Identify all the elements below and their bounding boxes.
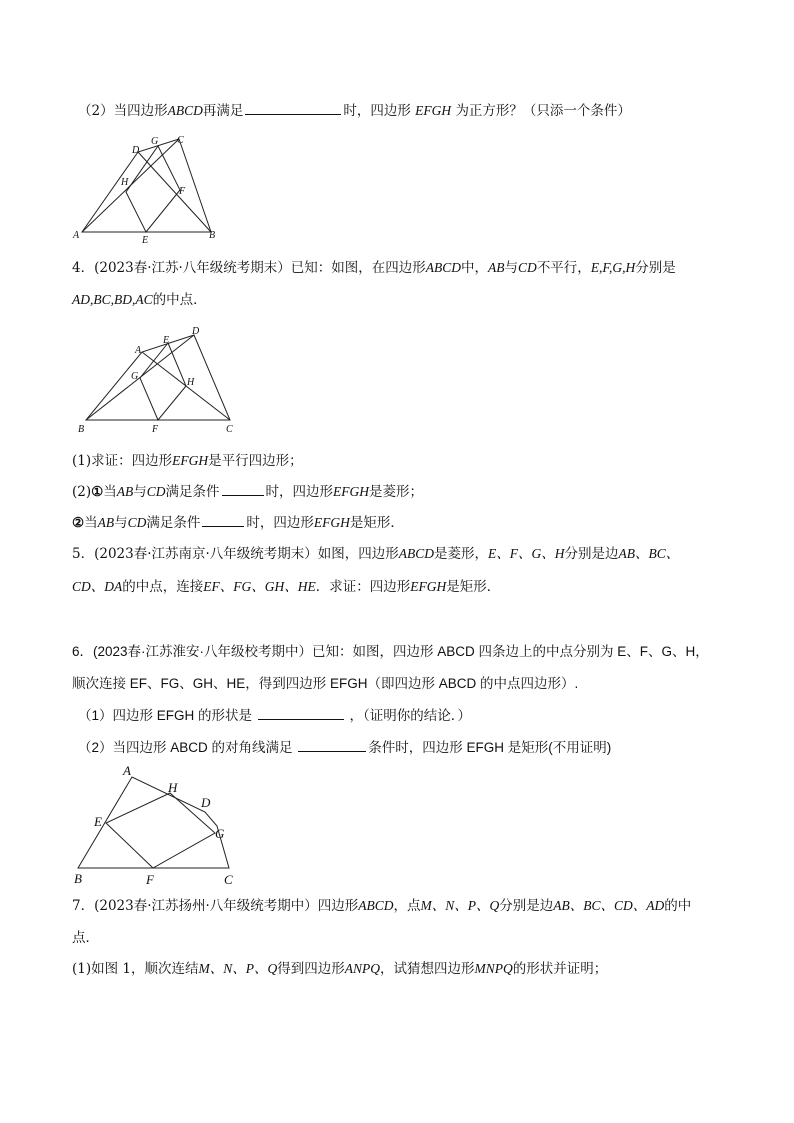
answer-blank[interactable]: [202, 513, 244, 527]
text: 分别是: [635, 260, 676, 276]
label-c: C: [224, 872, 233, 887]
q7-line1: [72, 896, 691, 916]
text: ABCD: [167, 103, 203, 118]
q7-line2: [72, 928, 99, 948]
text: 满足条件: [146, 515, 201, 531]
text: CD: [146, 484, 166, 499]
circled-number: ①: [91, 484, 104, 500]
text: ，（证明你的结论．）: [349, 708, 472, 723]
label-f: F: [146, 872, 154, 887]
quad-egfh: [140, 343, 186, 420]
text: (2): [72, 484, 92, 500]
text: AB: [97, 515, 115, 530]
text: AB: [488, 260, 505, 275]
text: （2）当四边形: [78, 103, 168, 119]
label-a: A: [73, 230, 80, 241]
text: CD: [518, 260, 537, 275]
label-b: B: [209, 230, 216, 241]
text: 分别是边: [499, 898, 554, 914]
text: AB: [116, 484, 134, 499]
label-f: F: [152, 424, 159, 435]
figure-q3: [70, 132, 230, 247]
label-h: H: [121, 177, 129, 188]
text: 7．(2023春·江苏扬州·八年级统考期中）四边形: [72, 898, 359, 914]
quad-abcd: [86, 335, 230, 420]
text: 是菱形，: [434, 546, 489, 562]
label-h: H: [187, 377, 195, 388]
q4-part2b: [72, 513, 404, 533]
q3-part2: [78, 101, 631, 121]
text: 与: [133, 484, 147, 500]
text: ．求证：四边形: [315, 579, 411, 595]
text: AB、BC、CD、AD: [553, 898, 665, 913]
text: 满足条件: [165, 484, 220, 500]
text: 当: [84, 515, 98, 531]
text: M、N、P、Q: [198, 961, 278, 976]
q6-line1: [72, 642, 709, 662]
text: ABCD: [425, 260, 462, 275]
text: （2）当四边形 ABCD 的对角线满足: [78, 740, 293, 755]
text: E,F,G,H: [590, 260, 636, 275]
text: 当: [103, 484, 117, 500]
answer-blank[interactable]: [298, 738, 366, 752]
text: 6．(2023春·江苏淮安·八年级校考期中）已知：如图，四边形 ABCD 四条边上的中点分别为 E、F、G、H，: [72, 644, 709, 659]
text: (1)如图 1，顺次连结: [72, 961, 199, 977]
text: 是菱形；: [369, 484, 423, 500]
text: ABCD: [358, 898, 394, 913]
quad-abcd: [82, 139, 211, 232]
answer-blank[interactable]: [222, 482, 264, 496]
text: 不平行，: [536, 260, 591, 276]
text: CD: [127, 515, 147, 530]
label-a: A: [135, 345, 142, 356]
text: MNPQ: [474, 961, 513, 976]
text: EFGH: [415, 103, 452, 118]
answer-blank[interactable]: [258, 706, 344, 720]
text: M、N、P、Q: [420, 898, 500, 913]
label-d: D: [201, 795, 211, 810]
text: 得到四边形: [277, 961, 345, 977]
label-h: H: [168, 780, 178, 795]
label-e: E: [94, 814, 102, 829]
text: 的形状并证明；: [512, 961, 608, 977]
text: 的中点．: [152, 292, 207, 308]
text: 是矩形．: [446, 579, 501, 595]
text: ANPQ: [344, 961, 381, 976]
text: 的中: [664, 898, 692, 914]
label-b: B: [78, 424, 85, 435]
q4-part1: [72, 451, 303, 471]
text: EFGH: [172, 453, 209, 468]
text: 4．(2023春·江苏·八年级统考期末）已知：如图，在四边形: [72, 260, 426, 276]
diag-bd: [138, 152, 211, 232]
q4-part2: [72, 482, 423, 502]
q4-line2: [72, 290, 207, 310]
q6-part1: [78, 706, 471, 726]
text: 是平行四边形；: [208, 453, 303, 469]
text: EFGH: [410, 579, 447, 594]
label-g: G: [215, 826, 225, 841]
text: （1）四边形 EFGH 的形状是: [78, 708, 253, 723]
label-g: G: [151, 136, 159, 147]
text: 的中点，连接: [122, 579, 204, 595]
figure-q6: [72, 764, 242, 888]
text: 5．(2023春·江苏南京·八年级统考期末）如图，四边形: [72, 546, 399, 562]
figure-q4: [76, 325, 241, 437]
q4-line1: [72, 258, 676, 278]
text: 再满足: [202, 103, 244, 119]
label-e: E: [142, 235, 149, 246]
text: 为正方形？（只添一个条件）: [455, 103, 631, 119]
text: 与: [504, 260, 519, 276]
label-d: D: [132, 145, 140, 156]
q5-line1: [72, 544, 679, 564]
q6-line2: [72, 674, 578, 694]
q7-part1: [72, 959, 607, 979]
text: (1)求证：四边形: [72, 453, 173, 469]
circled-number: ②: [72, 515, 85, 531]
label-e: E: [163, 335, 170, 346]
text: 顺次连接 EF、FG、GH、HE，得到四边形 EFGH（即四边形 ABCD 的中点四边形）.: [72, 676, 579, 691]
text: 时，四边形: [246, 515, 314, 531]
answer-blank[interactable]: [245, 101, 341, 115]
text: AB、BC、: [618, 546, 680, 561]
text: ，点: [393, 898, 421, 914]
q6-part2: [78, 738, 611, 758]
text: 与: [114, 515, 128, 531]
text: 中，: [461, 260, 489, 276]
label-a: A: [123, 763, 131, 778]
label-c: C: [177, 135, 184, 146]
text: ABCD: [398, 546, 435, 561]
quad-efgh: [106, 793, 215, 868]
text: E、F、G、H: [488, 546, 565, 561]
text: 是矩形．: [349, 515, 404, 531]
text: 条件时，四边形 EFGH 是矩形(不用证明): [368, 740, 612, 755]
text: 点．: [72, 930, 99, 946]
text: EFGH: [333, 484, 369, 499]
text: EF、FG、GH、HE: [203, 579, 316, 594]
label-b: B: [74, 871, 82, 886]
text: EFGH: [313, 515, 350, 530]
text: CD、DA: [72, 579, 123, 594]
text: 分别是边: [564, 546, 619, 562]
label-c: C: [226, 424, 233, 435]
label-f: F: [179, 186, 186, 197]
label-d: D: [192, 326, 200, 337]
text: 时，四边形: [265, 484, 333, 500]
text: AD,BC,BD,AC: [72, 292, 153, 307]
text: ，试猜想四边形: [380, 961, 475, 977]
text: 时，四边形: [343, 103, 411, 119]
label-g: G: [131, 371, 139, 382]
q5-line2: [72, 577, 500, 597]
